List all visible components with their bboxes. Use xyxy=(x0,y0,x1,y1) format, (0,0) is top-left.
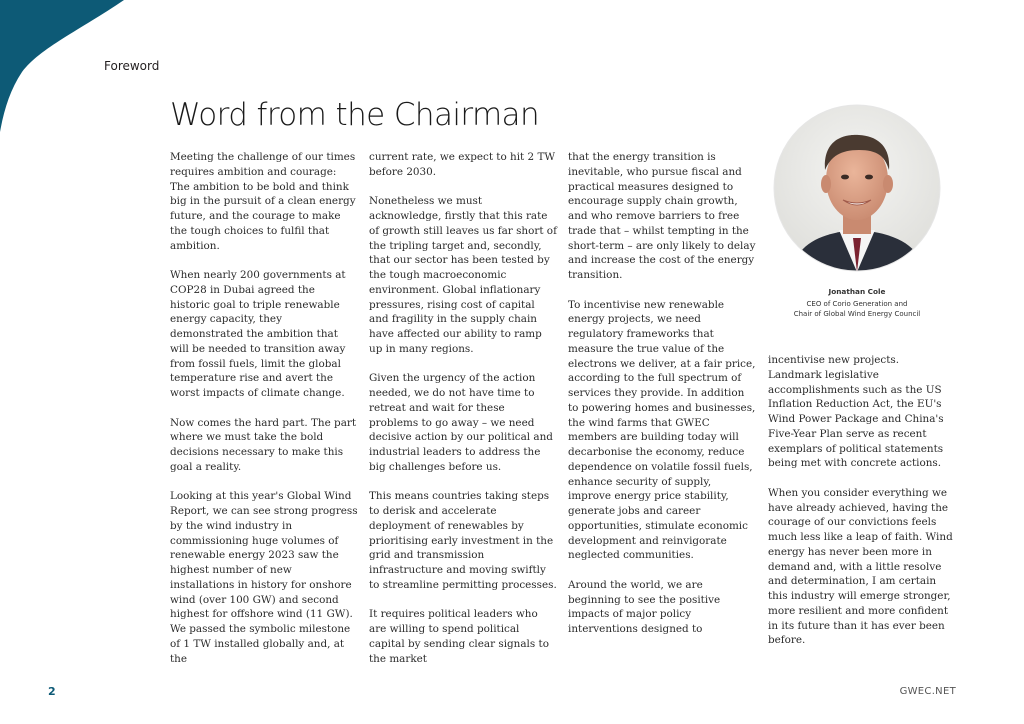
paragraph: Meeting the challenge of our times requires ambition and courage: The ambition to be bold and think big in the pursuit of a clean energy future, and the courage to make the tough choices to fulfil that ambition. xyxy=(170,151,356,252)
paragraph: It requires political leaders who are willing to spend political capital by sending clear signals to the market xyxy=(369,608,549,665)
text-column-4 xyxy=(768,353,956,648)
paragraph: that the energy transition is inevitable, who pursue fiscal and practical measures designed to encourage supply chain growth, and who remove barriers to free trade that – whilst tempting in the short-term – are only likely to delay and increase the cost of the energy transition. xyxy=(568,151,756,281)
paragraph: incentivise new projects. Landmark legislative accomplishments such as the US Inflation Reduction Act, the EU's Wind Power Package and China's Five-Year Plan serve as recent exemplars of political statements being met with concrete actions. xyxy=(768,354,944,470)
person-role: Chair of Global Wind Energy Council xyxy=(793,310,921,318)
portrait-caption xyxy=(773,287,941,319)
text-column-2 xyxy=(369,150,557,666)
paragraph: Around the world, we are beginning to see the positive impacts of major policy interventions designed to xyxy=(568,578,721,635)
paragraph: This means countries taking steps to derisk and accelerate deployment of renewables by prioritising early investment in the grid and transmission infrastructure and moving swiftly to streamline permitting processes. xyxy=(369,490,557,591)
section-label: Foreword xyxy=(104,59,160,73)
paragraph: Now comes the hard part. The part where we must take the bold decisions necessary to make this goal a reality. xyxy=(170,416,357,473)
page-number: 2 xyxy=(48,685,56,698)
text-column-1 xyxy=(170,150,358,666)
person-name: Jonathan Cole xyxy=(828,287,886,296)
text-column-3 xyxy=(568,150,756,637)
paragraph: Looking at this year's Global Wind Report, we can see strong progress by the wind industry in commissioning huge volumes of renewable energy 2023 saw the highest number of new installations in history for onshore wind (over 100 GW) and second highest for offshore wind (11 GW). We passed the symbolic milestone of 1 TW installed globally and, at the xyxy=(170,490,358,665)
website-label: GWEC.NET xyxy=(899,686,956,697)
person-role: CEO of Corio Generation and xyxy=(806,300,908,308)
paragraph: Nonetheless we must acknowledge, firstly that this rate of growth still leaves us far short of the tripling target and, secondly, that our sector has been tested by the tough macroeconomic environment. Global inflationary pressures, rising cost of capital and fragility in the supply chain have affected our ability to ramp up in many regions. xyxy=(369,195,557,355)
paragraph: Given the urgency of the action needed, we do not have time to retreat and wait for these problems to go away – we need decisive action by our political and industrial leaders to address the big challenges before us. xyxy=(369,372,553,473)
chairman-portrait xyxy=(773,104,941,272)
paragraph: When nearly 200 governments at COP28 in Dubai agreed the historic goal to triple renewable energy capacity, they demonstrated the ambition that will be needed to transition away from fossil fuels, limit the global temperature rise and avert the worst impacts of climate change. xyxy=(170,269,346,399)
page-title: Word from the Chairman xyxy=(170,97,540,133)
paragraph: current rate, we expect to hit 2 TW before 2030. xyxy=(369,151,556,178)
paragraph: When you consider everything we have already achieved, having the courage of our convictions feels much less like a leap of faith. Wind energy has never been more in demand and, with a little resolve and determination, I am certain this industry will emerge stronger, more resilient and more confident in its future than it has ever been before. xyxy=(768,486,953,647)
paragraph: To incentivise new renewable energy projects, we need regulatory frameworks that measure the true value of the electrons we deliver, at a fair price, according to the full spectrum of services they provide. In addition to powering homes and businesses, the wind farms that GWEC members are building today will decarbonise the economy, reduce dependence on volatile fossil fuels, enhance security of supply, improve energy price stability, generate jobs and career opportunities, stimulate economic development and reinvigorate neglected communities. xyxy=(568,298,756,562)
